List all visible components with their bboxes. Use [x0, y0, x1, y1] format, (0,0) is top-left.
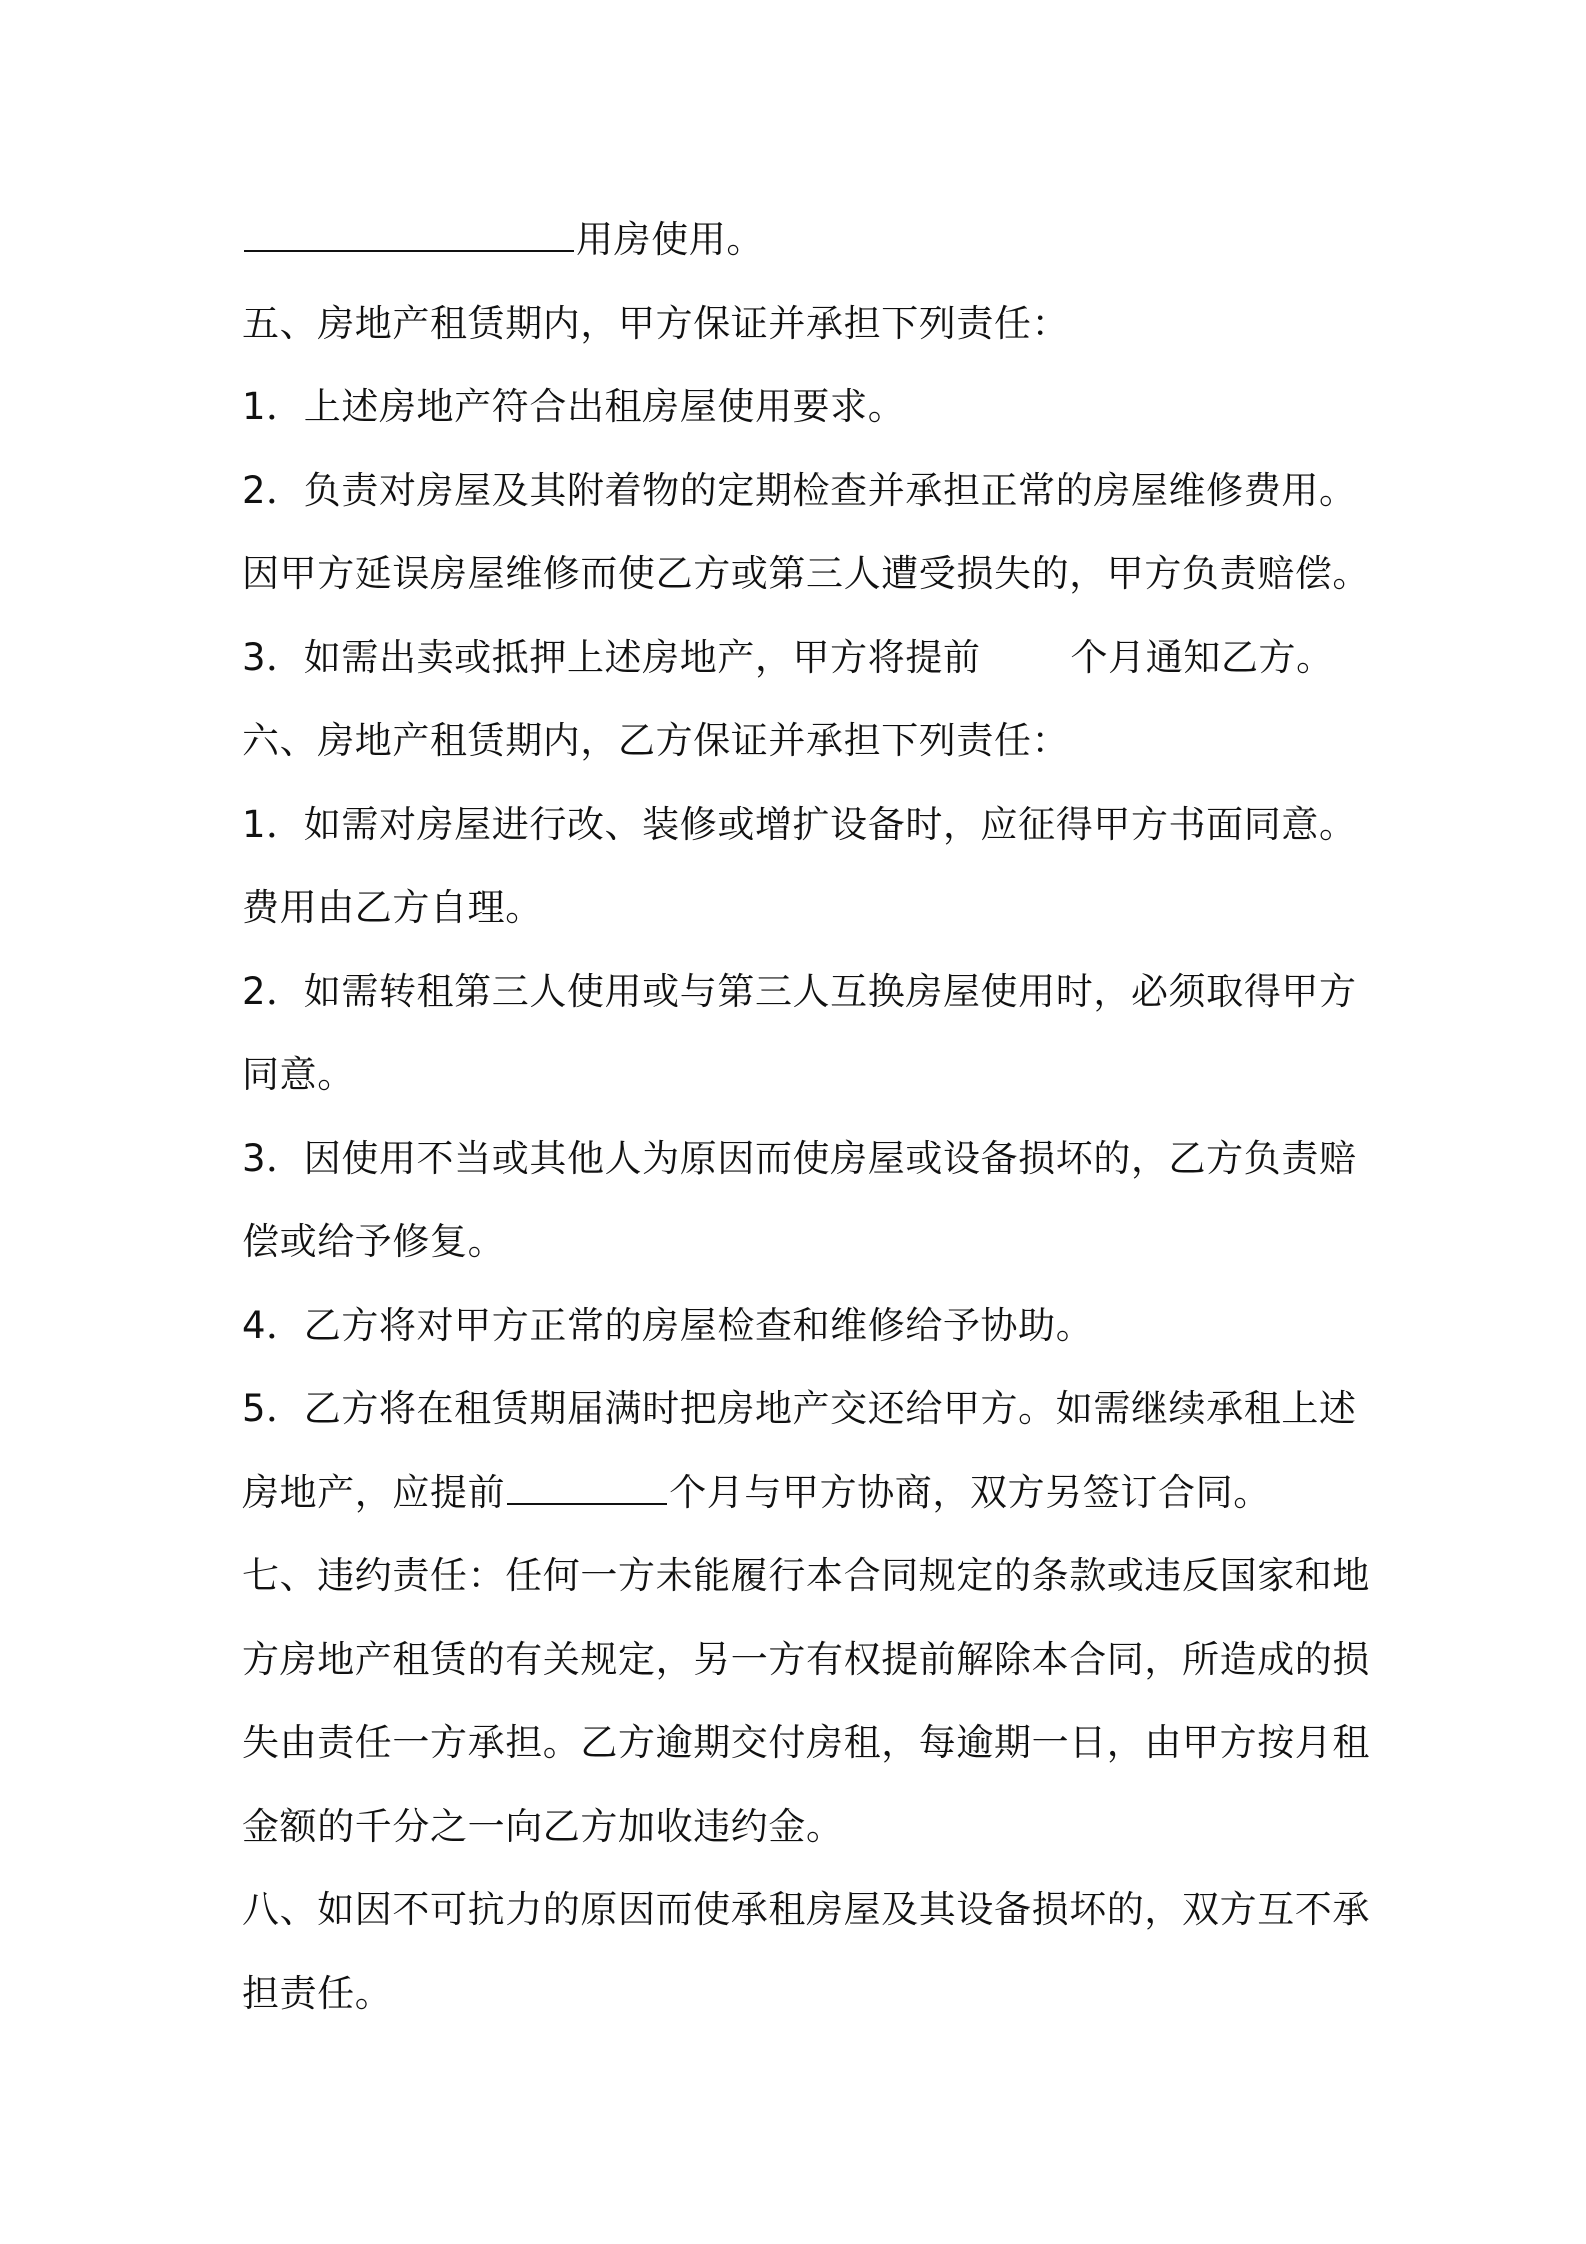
line-text: 3．如需出卖或抵押上述房地产，甲方将提前	[242, 635, 981, 679]
text-line: 2．负责对房屋及其附着物的定期检查并承担正常的房屋维修费用。	[242, 468, 1357, 512]
section-heading-six: 六、房地产租赁期内，乙方保证并承担下列责任：	[242, 719, 1070, 762]
section-heading-eight: 八、如因不可抗力的原因而使承租房屋及其设备损坏的，双方互不承	[242, 1888, 1370, 1931]
text-line: 偿或给予修复。	[242, 1220, 506, 1263]
line-text: 个月与甲方协商，双方另签订合同。	[669, 1470, 1271, 1514]
text-line: 1．如需对房屋进行改、装修或增扩设备时，应征得甲方书面同意。	[242, 802, 1357, 846]
text-line: 2．如需转租第三人使用或与第三人互换房屋使用时，必须取得甲方	[242, 969, 1357, 1013]
text-line	[242, 616, 1372, 700]
text-line	[242, 198, 1372, 282]
text-line: 担责任。	[242, 1971, 393, 2015]
text-line	[242, 1451, 1372, 1535]
text-line: 3．因使用不当或其他人为原因而使房屋或设备损坏的，乙方负责赔	[242, 1136, 1357, 1180]
contract-body	[242, 198, 1372, 2035]
fill-in-blank[interactable]	[244, 220, 574, 252]
text-line: 失由责任一方承担。乙方逾期交付房租，每逾期一日，由甲方按月租	[242, 1721, 1370, 1764]
text-line: 金额的千分之一向乙方加收违约金。	[242, 1804, 844, 1848]
section-heading-five: 五、房地产租赁期内，甲方保证并承担下列责任：	[242, 301, 1070, 345]
line-text: 房地产，应提前	[242, 1470, 506, 1514]
text-line: 因甲方延误房屋维修而使乙方或第三人遭受损失的，甲方负责赔偿。	[242, 552, 1370, 595]
text-line: 同意。	[242, 1053, 355, 1096]
line-text: 个月通知乙方。	[1070, 635, 1334, 679]
fill-in-blank[interactable]	[507, 1473, 667, 1505]
text-line: 方房地产租赁的有关规定，另一方有权提前解除本合同，所造成的损	[242, 1637, 1370, 1681]
text-line: 1．上述房地产符合出租房屋使用要求。	[242, 385, 906, 428]
text-line: 费用由乙方自理。	[242, 886, 543, 929]
text-line: 4．乙方将对甲方正常的房屋检查和维修给予协助。	[242, 1303, 1094, 1347]
text-line: 5．乙方将在租赁期届满时把房地产交还给甲方。如需继续承租上述	[242, 1387, 1357, 1430]
section-heading-seven: 七、违约责任：任何一方未能履行本合同规定的条款或违反国家和地	[242, 1554, 1370, 1597]
line-text: 用房使用。	[576, 218, 764, 261]
